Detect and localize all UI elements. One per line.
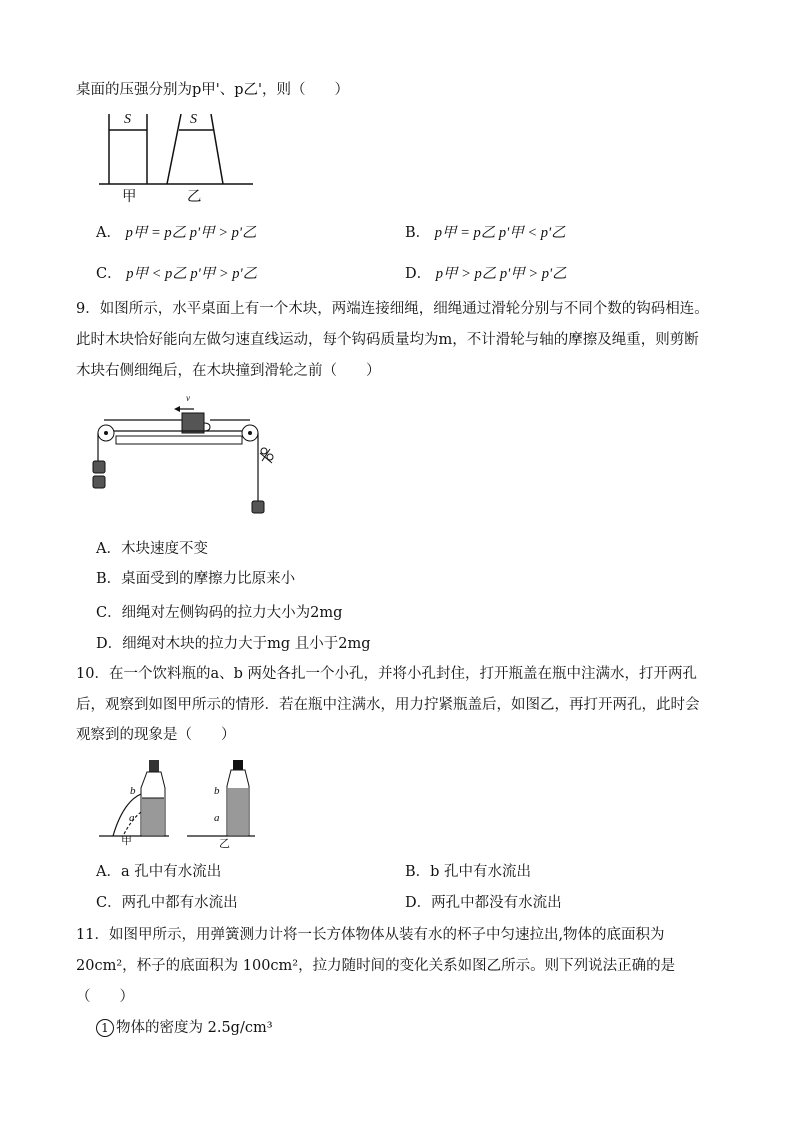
q11-item1-number: 1 (96, 1019, 114, 1037)
q9-option-d[interactable]: D．细绳对木块的拉力大于mg 且小于2mg (96, 636, 371, 652)
q10-option-c[interactable]: C．两孔中都有水流出 (96, 895, 238, 911)
q11-item1-text: 物体的密度为 2.5g/cm³ (116, 1020, 273, 1036)
q8-figure (95, 108, 260, 208)
q10-label-b1: b (130, 785, 136, 797)
q8-option-a-text: p甲 = p乙 p'甲 > p'乙 (125, 225, 257, 241)
q10-label-jia: 甲 (121, 834, 132, 847)
q11-line3: （ ） (76, 989, 134, 1005)
q9-fig-label-v: v (186, 393, 190, 403)
q9-option-b[interactable]: B．桌面受到的摩擦力比原来小 (96, 571, 296, 587)
q10-label-a2: a (214, 812, 220, 824)
q9-option-c[interactable]: C．细绳对左侧钩码的拉力大小为2mg (96, 605, 343, 621)
q9-option-a[interactable]: A．木块速度不变 (96, 541, 208, 557)
q8-option-b-text: p甲 = p乙 p'甲 < p'乙 (434, 225, 566, 241)
q8-option-d-text: p甲 > p乙 p'甲 > p'乙 (435, 266, 567, 282)
q8-option-d[interactable] (405, 264, 567, 284)
q10-line1: 10．在一个饮料瓶的a、b 两处各扎一个小孔，并将小孔封住，打开瓶盖在瓶中注满水，打开两孔 (76, 666, 697, 682)
q8-option-d-label: D． (405, 266, 432, 282)
q9-line1: 9．如图所示，水平桌面上有一个木块，两端连接细绳，细绳通过滑轮分别与不同个数的钩码相连。 (76, 301, 709, 317)
q8-option-c-text: p甲 < p乙 p'甲 > p'乙 (126, 266, 258, 282)
q11-line2: 20cm²，杯子的底面积为 100cm²，拉力随时间的变化关系如图乙所示。则下列说法正确的是 (76, 958, 676, 974)
q11-item1 (96, 1018, 273, 1038)
q8-option-b-label: B． (405, 225, 431, 241)
q10-line2: 后，观察到如图甲所示的情形．若在瓶中注满水，用力拧紧瓶盖后，如图乙，再打开两孔，此时会 (76, 697, 700, 713)
q10-line3: 观察到的现象是（ ） (76, 727, 236, 743)
q9-line3: 木块右侧细绳后，在木块撞到滑轮之前（ ） (76, 363, 381, 379)
q9-line2: 此时木块恰好能向左做匀速直线运动，每个钩码质量均为m，不计滑轮与轴的摩擦及绳重，则剪断 (76, 332, 699, 348)
q10-label-a1: a (129, 812, 135, 824)
q10-option-a[interactable]: A．a 孔中有水流出 (96, 864, 222, 880)
q8-option-b[interactable] (405, 223, 566, 243)
q8-option-c-label: C． (96, 266, 122, 282)
q11-line1: 11．如图甲所示，用弹簧测力计将一长方体物体从装有水的杯子中匀速拉出,物体的底面积为 (76, 927, 665, 943)
fig-label-yi: 乙 (187, 189, 202, 205)
q10-option-b[interactable]: B．b 孔中有水流出 (405, 864, 532, 880)
q10-option-d[interactable]: D．两孔中都没有水流出 (405, 895, 562, 911)
q8-option-c[interactable] (96, 264, 257, 284)
q8-option-a[interactable] (96, 223, 257, 243)
fig-label-s-right: S (190, 112, 197, 127)
fig-label-s-left: S (124, 112, 131, 127)
q9-figure (90, 393, 275, 523)
q8-option-a-label: A． (96, 225, 121, 241)
q10-label-b2: b (214, 785, 220, 797)
q8-intro: 桌面的压强分别为p甲'、p乙'，则（ ） (76, 82, 350, 98)
fig-label-jia: 甲 (122, 189, 137, 205)
q10-label-yi: 乙 (219, 837, 230, 850)
